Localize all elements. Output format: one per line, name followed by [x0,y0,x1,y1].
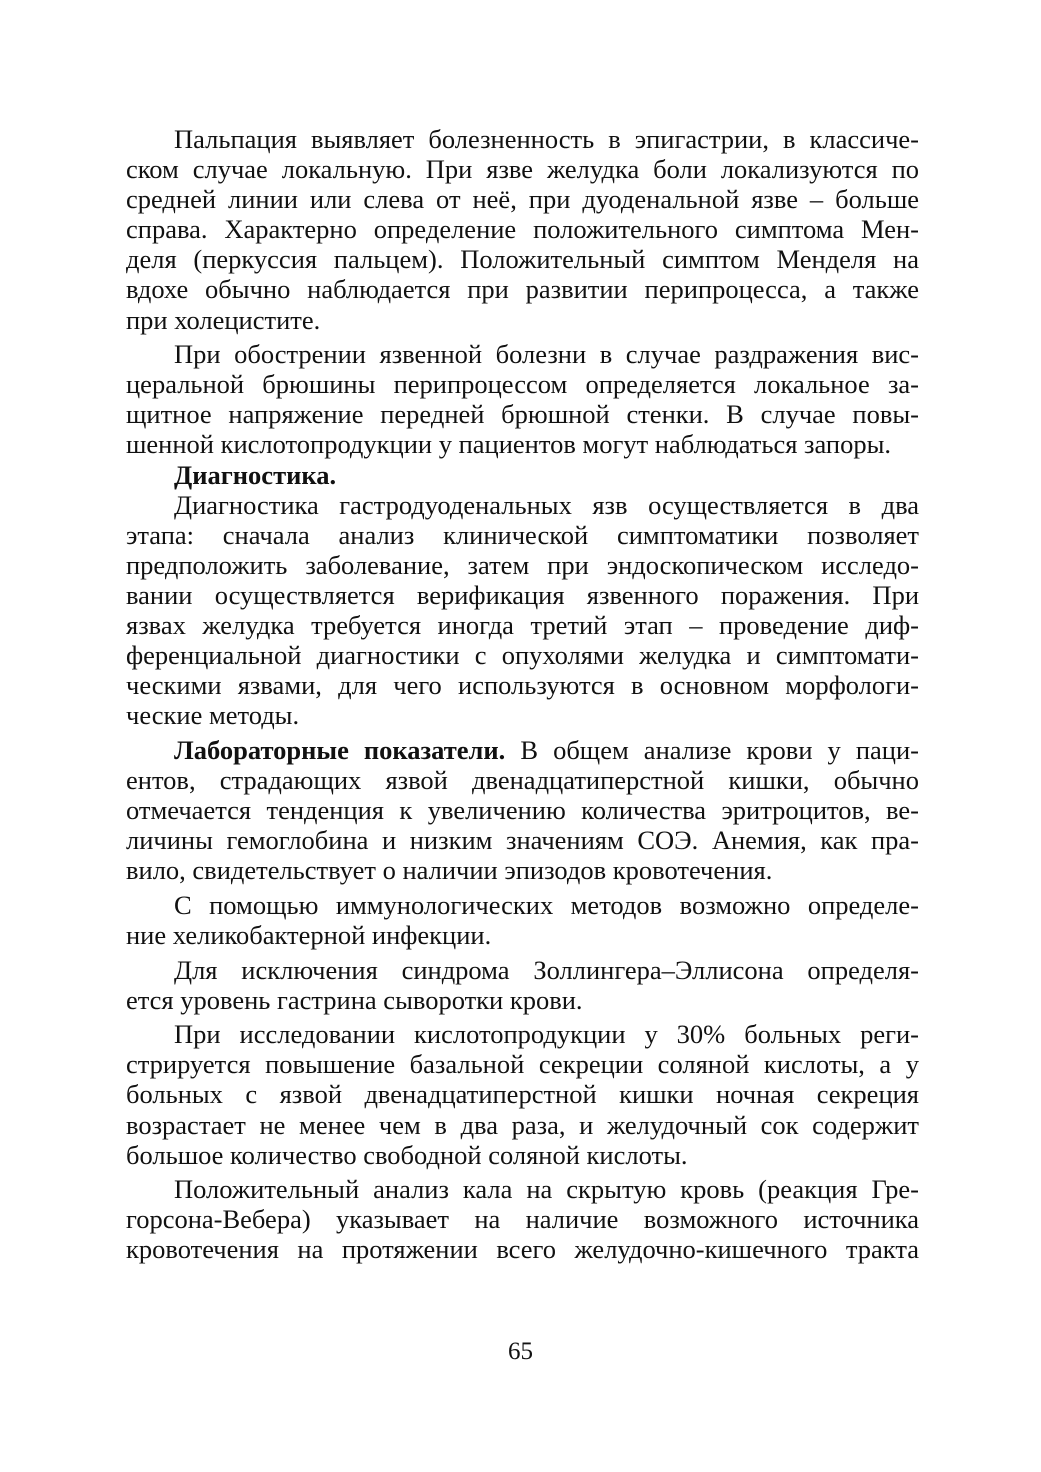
paragraph-diagnostics [126,490,919,731]
inline-heading-laboratory: Лабораторные показатели. [174,734,506,765]
text-line: вдохе обычно наблюдается при развитии перипроцесса, а также [126,274,919,305]
paragraph-palpation [126,124,919,335]
body-text [126,124,919,1264]
text-line: личины гемоглобина и низким значениям СОЭ. Анемия, как пра- [126,825,919,856]
text-line: ческие методы. [126,700,300,731]
text-line: при холецистите. [126,304,321,335]
text-line [126,735,919,765]
text-line: вании осуществляется верификация язвенного поражения. При [126,579,919,610]
text-line: щитное напряжение передней брюшной стенки. В случае повы- [126,399,919,430]
text-line: церальной брюшины перипроцессом определяется локальное за- [126,369,919,400]
page-number: 65 [508,1338,533,1365]
paragraph-zollinger [126,955,919,1015]
text-line: возрастает не менее чем в два раза, и желудочный сок содержит [126,1109,919,1140]
text-line: больных с язвой двенадцатиперстной кишки ночная секреция [126,1079,919,1110]
text-line: вило, свидетельствует о наличии эпизодов кровотечения. [126,855,773,886]
paragraph-immunology [126,890,919,950]
paragraph-exacerbation [126,339,919,459]
text-line: средней линии или слева от неё, при дуоденальной язве – больше [126,184,919,215]
inline-text: В общем анализе крови у паци- [505,734,919,765]
paragraph-laboratory [126,735,919,885]
text-line: При исследовании кислотопродукции у 30% больных реги- [174,1019,919,1050]
text-line: Положительный анализ кала на скрытую кровь (реакция Гре- [174,1174,919,1205]
text-line: Для исключения синдрома Золлингера–Эллисона определя- [174,954,919,985]
text-line: ческими язвами, для чего используются в основном морфологи- [126,670,919,701]
text-line: язвах желудка требуется иногда третий этап – проведение диф- [126,610,919,640]
text-line: ется уровень гастрина сыворотки крови. [126,984,583,1015]
paragraph-occult-blood [126,1174,919,1264]
text-line: кровотечения на протяжении всего желудочно-кишечного тракта [126,1234,919,1265]
text-line: С помощью иммунологических методов возможно определе- [174,889,919,920]
text-line: Пальпация выявляет болезненность в эпигастрии, в классиче- [174,124,919,154]
text-line: деля (перкуссия пальцем). Положительный симптом Менделя на [126,244,919,275]
paragraph-acid-production [126,1019,919,1169]
text-line: ском случае локальную. При язве желудка боли локализуются по [126,154,919,185]
text-line: При обострении язвенной болезни в случае раздражения вис- [174,339,919,370]
heading-text: Диагностика. [174,459,337,490]
text-line: стрируется повышение базальной секреции соляной кислоты, а у [126,1049,919,1080]
text-line: ентов, страдающих язвой двенадцатиперстной кишки, обычно [126,764,919,795]
text-line: этапа: сначала анализ клинической симптоматики позволяет [126,519,919,550]
text-line: горсона-Вебера) указывает на наличие возможного источника [126,1204,919,1235]
text-line: справа. Характерно определение положительного симптома Мен- [126,214,919,245]
text-line: шенной кислотопродукции у пациентов могут наблюдаться запоры. [126,429,892,460]
text-line: Диагностика гастродуоденальных язв осуществляется в два [174,489,919,520]
text-line: предположить заболевание, затем при эндоскопическом исследо- [126,549,919,580]
text-line: ние хеликобактерной инфекции. [126,919,492,950]
section-heading-diagnostics [126,460,919,490]
text-line: ференциальной диагностики с опухолями желудка и симптомати- [126,640,919,671]
text-line: большое количество свободной соляной кислоты. [126,1139,688,1170]
text-line: отмечается тенденция к увеличению количества эритроцитов, ве- [126,795,919,826]
